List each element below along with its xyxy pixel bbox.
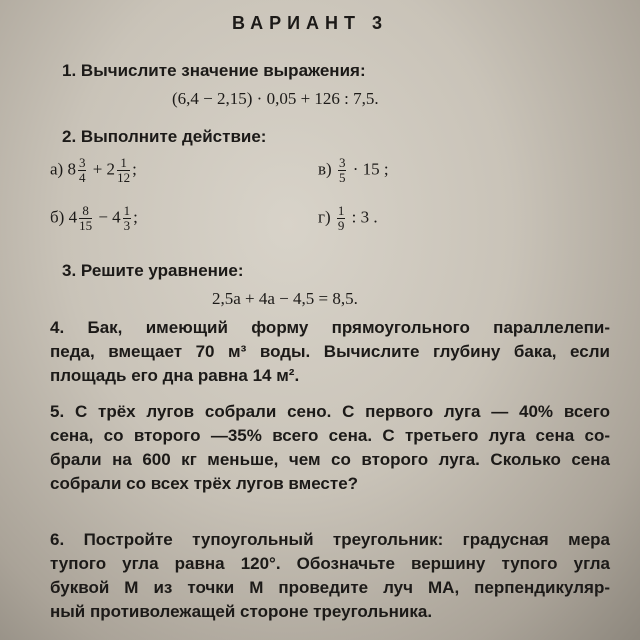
task-6-line: тупого угла равна 120°. Обозначьте вершину тупого угла	[50, 554, 610, 573]
task-2v-fraction: $\frac{3}{5}$	[338, 155, 346, 185]
task-2a-fraction-1: $\frac{3}{4}$	[78, 155, 86, 185]
task-2g-rest: : 3 .	[351, 207, 378, 227]
task-2b-fraction-1: $\frac{8}{15}$	[79, 203, 93, 233]
task-3-header	[62, 262, 244, 279]
task-2a-fraction-2: $\frac{1}{12}$	[117, 155, 131, 185]
task-2g-fraction: $\frac{1}{9}$	[337, 203, 345, 233]
task-2-number: 2.	[62, 127, 77, 146]
task-6	[50, 528, 610, 624]
task-2g	[318, 204, 378, 233]
task-5-line: собрали со всех трёх лугов вместе?	[50, 474, 359, 493]
task-1-number: 1.	[62, 61, 77, 80]
task-2b-label: б)	[50, 207, 65, 227]
task-2v-label: в)	[318, 159, 332, 179]
task-2-text: Выполните действие:	[80, 127, 267, 146]
task-1-header	[62, 62, 366, 79]
task-2a-whole-1: 8	[67, 159, 76, 179]
task-5-line: 5. С трёх лугов собрали сено. С первого луга — 40% всего	[50, 402, 610, 421]
task-2-header	[62, 128, 266, 145]
task-6-line: ный противолежащей стороне треугольника.	[50, 602, 433, 621]
task-2b: б) 4 $\frac{8}{15}$ − 4 $\frac{1}{3}$ ;	[50, 203, 138, 233]
task-3-text: Решите уравнение:	[80, 261, 244, 280]
task-5	[50, 400, 610, 496]
task-4-line: площадь его дна равна 14 м².	[50, 366, 300, 385]
task-2g-label: г)	[318, 207, 331, 227]
task-2v	[318, 156, 389, 185]
task-4-line: педа, вмещает 70 м³ воды. Вычислите глубину бака, если	[50, 342, 610, 361]
variant-title: ВАРИАНТ 3	[232, 13, 389, 33]
task-3-equation: 2,5a + 4a − 4,5 = 8,5.	[212, 289, 358, 308]
task-6-line: буквой M из точки M проведите луч MA, перпендикуляр-	[50, 578, 610, 597]
task-2v-rest: · 15 ;	[352, 159, 389, 179]
task-6-line: 6. Постройте тупоугольный треугольник: градусная мера	[50, 530, 610, 549]
task-3-number: 3.	[62, 261, 77, 280]
task-4-line: 4. Бак, имеющий форму прямоугольного параллелепи-	[50, 318, 610, 337]
task-1-expression: (6,4 − 2,15) · 0,05 + 126 : 7,5.	[172, 89, 379, 108]
task-2a: а) 8 $\frac{3}{4}$ + 2 $\frac{1}{12}$ ;	[50, 155, 137, 185]
task-2b-fraction-2: $\frac{1}{3}$	[123, 203, 131, 233]
task-2b-operator: − 4	[98, 207, 121, 227]
task-4	[50, 316, 610, 388]
task-5-line: сена, со второго —35% всего сена. С третьего луга сена со-	[50, 426, 610, 445]
task-2b-whole-1: 4	[68, 207, 78, 227]
task-2a-label: а)	[50, 159, 64, 179]
task-2a-operator: + 2	[92, 159, 116, 179]
task-1-text: Вычислите значение выражения:	[80, 61, 366, 80]
task-5-line: брали на 600 кг меньше, чем со второго луга. Сколько сена	[50, 450, 610, 469]
